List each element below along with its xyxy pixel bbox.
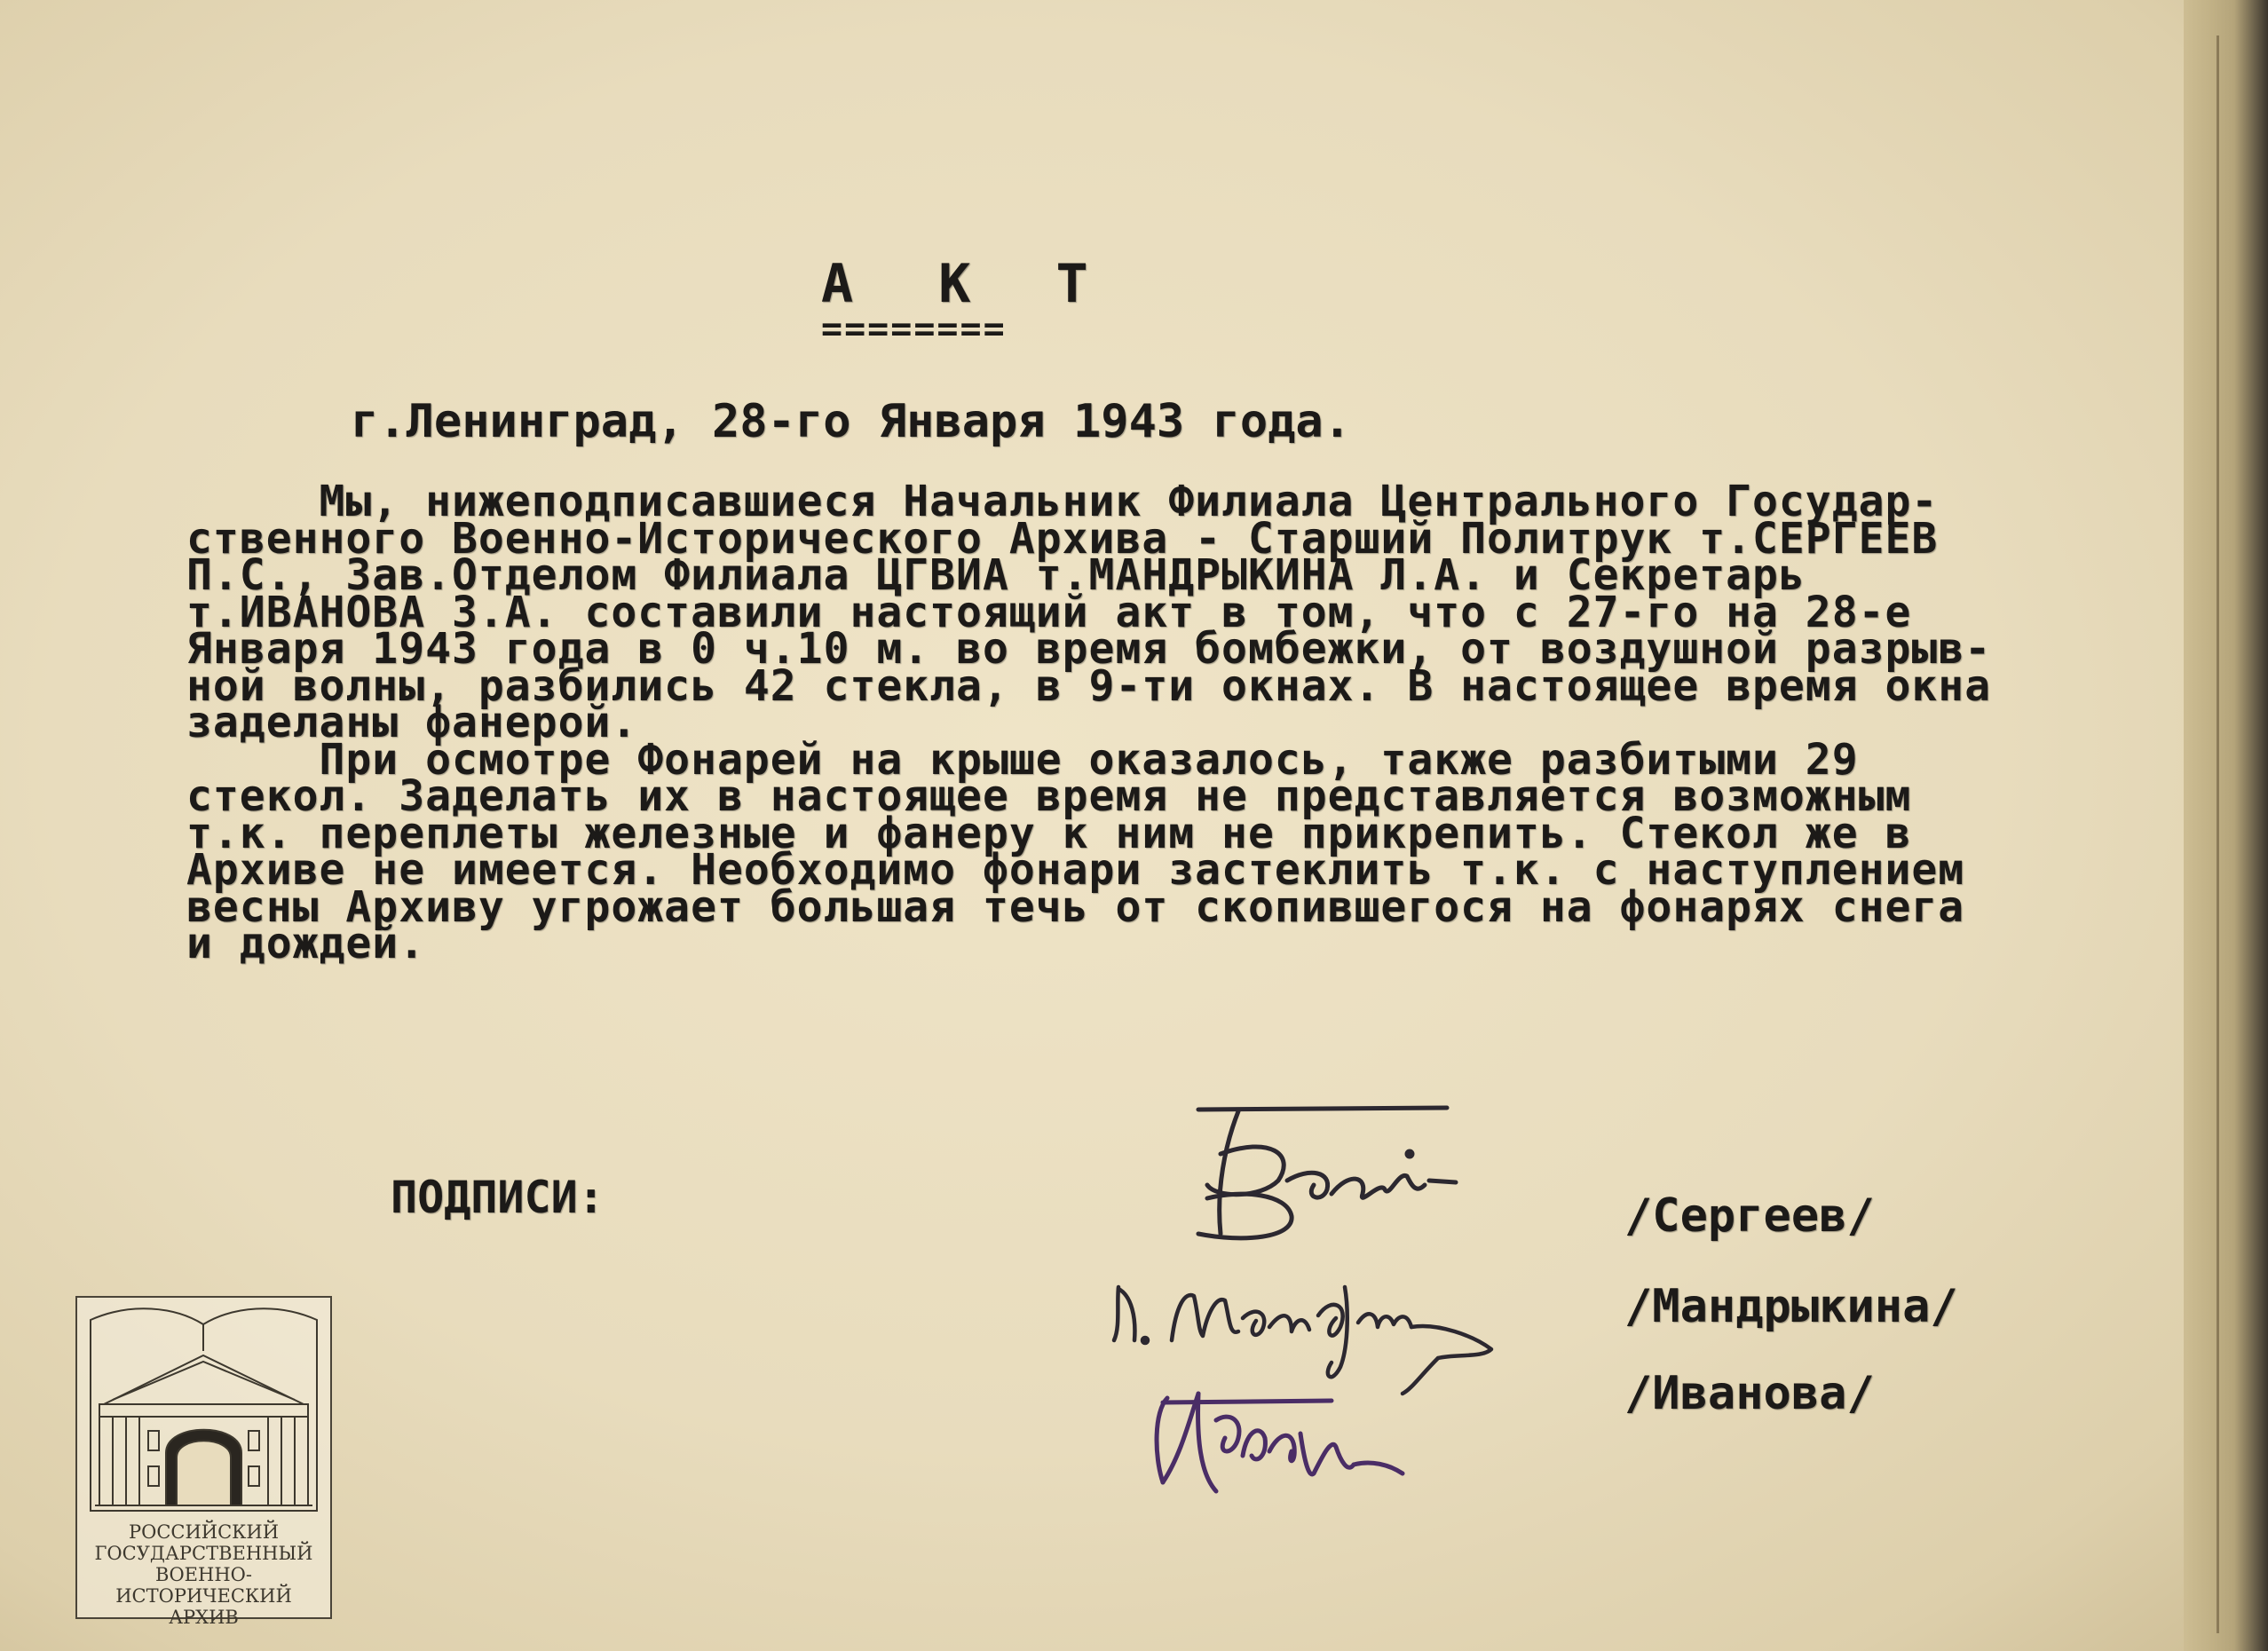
signature-mandrykina: [1114, 1287, 1491, 1394]
document-title: А К Т: [821, 253, 1115, 315]
text-line: весны Архиву угрожает большая течь от скопившегося на фонарях снега: [186, 881, 1965, 932]
text-line: Мы, нижеподписавшиеся Начальник Филиала Центрального Государ-: [186, 477, 1939, 526]
archive-stamp: [75, 1296, 332, 1628]
signatory-sergeev: /Сергеев/: [1624, 1189, 1875, 1243]
signature-sergeev: [1198, 1108, 1456, 1238]
title-underline: ========: [821, 309, 1007, 350]
text-line: заделаны фанерой.: [186, 698, 638, 747]
text-line: Января 1943 года в 0 ч.10 м. во время бомбежки, от воздушной разрыв-: [186, 624, 1992, 674]
text-line: т.к. переплеты железные и фанеру к ним не прикрепить. Стекол же в: [186, 808, 1912, 858]
paragraph-1: [186, 477, 2228, 747]
stamp-line: ГОСУДАРСТВЕННЫЙ: [94, 1543, 313, 1564]
text-line: ной волны, разбились 42 стекла, в 9-ти окнах. В настоящее время окна: [186, 660, 1992, 711]
signature-ivanova: [1157, 1394, 1403, 1491]
text-line: Архиве не имеется. Необходимо фонари застеклить т.к. с наступлением: [186, 845, 1965, 895]
text-line: П.С., Зав.Отделом Филиала ЦГВИА т.МАНДРЫКИНА Л.А. и Секретарь: [186, 550, 1806, 600]
text-line: стекол. Заделать их в настоящее время не представляется возможным: [186, 771, 1912, 821]
stamp-line: РОССИЙСКИЙ: [128, 1521, 280, 1543]
text-line: и дождей.: [186, 919, 426, 968]
signatory-mandrykina: /Мандрыкина/: [1624, 1280, 1958, 1333]
handwritten-signatures: [1065, 1083, 1616, 1509]
text-line: При осмотре Фонарей на крыше оказалось, также разбитыми 29: [186, 734, 1859, 785]
signatures-label: ПОДПИСИ:: [391, 1172, 605, 1223]
stamp-text: [77, 1521, 330, 1628]
paragraph-2: [186, 734, 2228, 968]
archive-building-icon: [77, 1298, 330, 1520]
stamp-line: АРХИВ: [169, 1607, 239, 1628]
text-line: ственного Военно-Исторического Архива - Старший Политрук т.СЕРГЕЕВ: [186, 513, 1939, 564]
signatory-ivanova: /Иванова/: [1624, 1367, 1875, 1420]
dateline: г.Ленинград, 28-го Января 1943 года.: [351, 395, 1352, 448]
text-line: т.ИВАНОВА З.А. составили настоящий акт в том, что с 27-го на 28-е: [186, 587, 1912, 637]
document-body: [186, 477, 2228, 968]
stamp-line: ВОЕННО-ИСТОРИЧЕСКИЙ: [115, 1564, 292, 1607]
